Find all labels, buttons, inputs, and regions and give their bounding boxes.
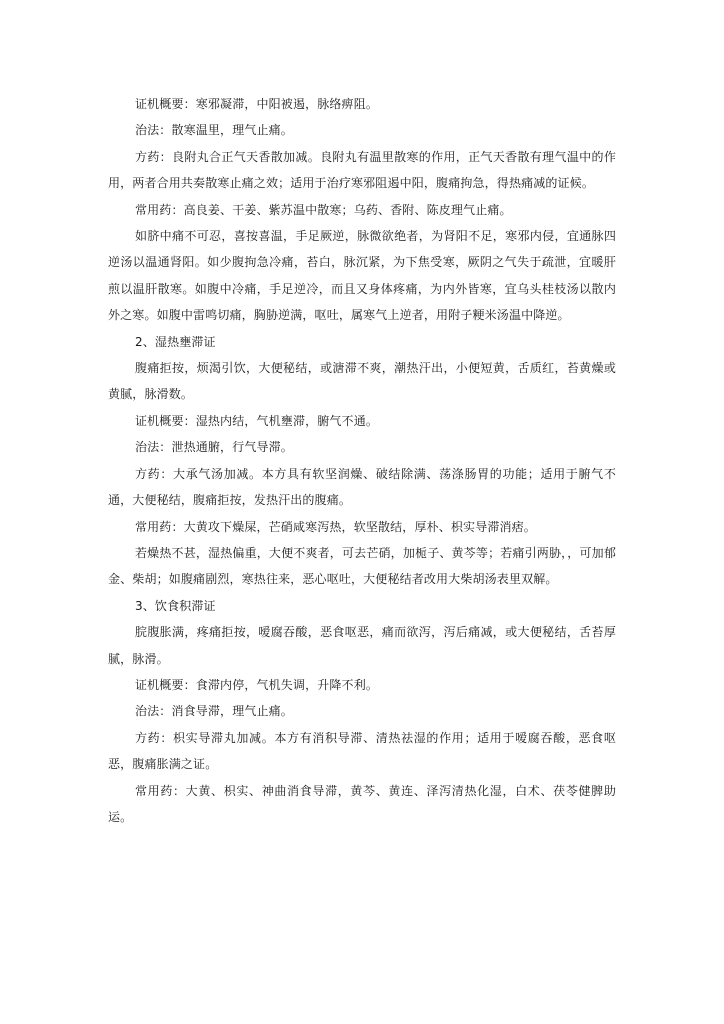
paragraph: 脘腹胀满，疼痛拒按，嗳腐吞酸，恶食呕恶，痛而欲泻，泻后痛减，或大便秘结，舌苔厚腻，脉滑。 <box>108 625 616 666</box>
paragraph: 若燥热不甚，湿热偏重，大便不爽者，可去芒硝，加栀子、黄芩等；若痛引两胁，，可加郁金、柴胡；如腹痛剧烈，寒热往来，恶心呕吐，大便秘结者改用大柴胡汤表里双解。 <box>108 545 616 587</box>
paragraph: 常用药：大黄攻下燥屎，芒硝咸寒泻热，软坚散结，厚朴、枳实导滞消痞。 <box>135 519 536 534</box>
paragraph: 治法：散寒温里，理气止痛。 <box>135 123 293 138</box>
paragraph: 如脐中痛不可忍，喜按喜温，手足厥逆，脉微欲绝者，为肾阳不足，寒邪内侵，宜通脉四逆汤以温通肾阳。如少腹拘急冷痛，苔白，脉沉紧，为下焦受寒，厥阴之气失于疏泄，宜暖肝煎以温肝散寒。如腹中冷痛，手足逆冷，而且又身体疼痛，为内外皆寒，宜乌头桂枝汤以散内外之寒。如腹中雷鸣切痛，胸胁逆满，呕吐，属寒气上逆者，用附子粳米汤温中降逆。 <box>108 229 616 323</box>
paragraph: 证机概要：食滞内停，气机失调，升降不利。 <box>135 677 379 692</box>
paragraph: 证机概要：寒邪凝滞，中阳被遏，脉络痹阻。 <box>135 97 379 111</box>
paragraph: 治法：消食导滞，理气止痛。 <box>135 704 293 719</box>
paragraph: 治法：泄热通腑，行气导滞。 <box>135 440 293 455</box>
paragraph: 常用药：大黄、枳实、神曲消食导滞，黄芩、黄连、泽泻清热化湿，白术、茯苓健脾助运。 <box>108 783 616 824</box>
paragraph: 方药：良附丸合正气天香散加减。良附丸有温里散寒的作用，正气天香散有理气温中的作用，两者合用共奏散寒止痛之效；适用于治疗寒邪阻遏中阳，腹痛拘急，得热痛减的证候。 <box>108 149 616 191</box>
paragraph: 腹痛拒按，烦渴引饮，大便秘结，或溏滞不爽，潮热汗出，小便短黄，舌质红，苔黄燥或黄腻，脉滑数。 <box>108 361 616 402</box>
section-heading: 2、湿热壅滞证 <box>135 334 216 349</box>
paragraph: 方药：大承气汤加减。本方具有软坚润燥、破结除满、荡涤肠胃的功能；适用于腑气不通，大便秘结，腹痛拒按，发热汗出的腹痛。 <box>108 466 616 508</box>
document-page <box>108 91 616 830</box>
paragraph: 证机概要：湿热内结，气机壅滞，腑气不通。 <box>135 413 379 428</box>
section-heading: 3、饮食积滞证 <box>135 598 216 613</box>
paragraph: 方药：枳实导滞丸加减。本方有消积导滞、清热祛湿的作用；适用于嗳腐吞酸，恶食呕恶，腹痛胀满之证。 <box>108 730 616 772</box>
paragraph: 常用药：高良姜、干姜、紫苏温中散寒；乌药、香附、陈皮理气止痛。 <box>135 202 512 217</box>
